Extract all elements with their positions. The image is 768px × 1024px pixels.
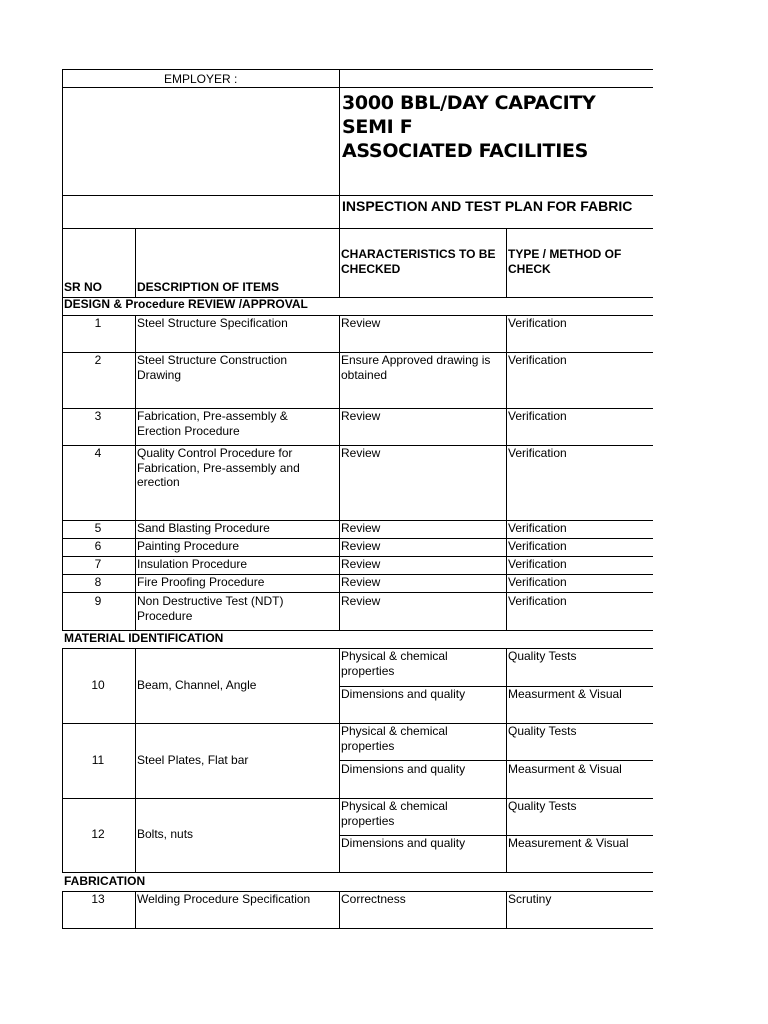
row-characteristics: Correctness bbox=[341, 892, 406, 906]
grid-line bbox=[62, 228, 63, 297]
row-method: Scrutiny bbox=[508, 892, 552, 906]
row-number: 13 bbox=[91, 892, 105, 906]
row-method: Verification bbox=[508, 539, 567, 553]
row-method: Quality Tests bbox=[508, 724, 577, 738]
row-characteristics: Review bbox=[341, 521, 381, 535]
row-method: Quality Tests bbox=[508, 649, 577, 663]
row-characteristics: Review bbox=[341, 316, 381, 330]
row-number: 6 bbox=[94, 539, 102, 553]
header-left-border bbox=[62, 69, 63, 229]
grid-line bbox=[506, 228, 507, 297]
row-description: Welding Procedure Specification bbox=[137, 892, 311, 906]
row-number: 10 bbox=[91, 678, 105, 692]
row-characteristics: Review bbox=[341, 539, 381, 553]
grid-line bbox=[506, 891, 507, 929]
col-header-sr-no: SR NO bbox=[64, 280, 103, 294]
row-characteristics: Review bbox=[341, 409, 381, 423]
grid-line bbox=[506, 315, 507, 631]
row-characteristics: Physical & chemical properties bbox=[341, 649, 448, 678]
row-method: Verification bbox=[508, 316, 567, 330]
grid-line bbox=[339, 315, 340, 631]
row-description: Beam, Channel, Angle bbox=[137, 678, 257, 692]
col-header-description: DESCRIPTION OF ITEMS bbox=[137, 280, 280, 294]
grid-line bbox=[135, 315, 136, 631]
row-number: 1 bbox=[94, 316, 102, 330]
grid-line bbox=[62, 872, 653, 873]
project-title: 3000 BBL/DAY CAPACITY SEMI F ASSOCIATED FACILITIES bbox=[342, 92, 596, 162]
row-method: Verification bbox=[508, 575, 567, 589]
header-top-border bbox=[62, 69, 653, 70]
row-number: 5 bbox=[94, 521, 102, 535]
row-number: 12 bbox=[91, 827, 105, 841]
row-number: 7 bbox=[94, 557, 102, 571]
grid-line bbox=[135, 228, 136, 297]
row-number: 3 bbox=[94, 409, 102, 423]
grid-line bbox=[339, 891, 340, 929]
row-characteristics: Review bbox=[341, 594, 381, 608]
row-method: Measurment & Visual bbox=[508, 762, 622, 776]
row-method: Verification bbox=[508, 521, 567, 535]
row-description: Quality Control Procedure for Fabrication, Pre-assembly and erection bbox=[137, 446, 300, 489]
header-line bbox=[62, 228, 653, 229]
row-description: Painting Procedure bbox=[137, 539, 240, 553]
grid-line bbox=[62, 592, 653, 593]
grid-line bbox=[135, 891, 136, 929]
section-fabrication: FABRICATION bbox=[64, 874, 146, 888]
row-description: Sand Blasting Procedure bbox=[137, 521, 270, 535]
row-characteristics: Dimensions and quality bbox=[341, 836, 466, 850]
row-method: Measurement & Visual bbox=[508, 836, 629, 850]
row-characteristics: Review bbox=[341, 557, 381, 571]
col-header-method: TYPE / METHOD OF CHECK bbox=[508, 247, 622, 276]
grid-line bbox=[339, 228, 340, 297]
employer-label: EMPLOYER : bbox=[164, 72, 238, 86]
grid-line bbox=[506, 648, 507, 873]
row-number: 4 bbox=[94, 446, 102, 460]
row-method: Verification bbox=[508, 353, 567, 367]
row-method: Verification bbox=[508, 557, 567, 571]
row-method: Measurment & Visual bbox=[508, 687, 622, 701]
row-characteristics: Physical & chemical properties bbox=[341, 724, 448, 753]
grid-line bbox=[135, 648, 136, 873]
row-description: Bolts, nuts bbox=[137, 827, 194, 841]
row-number: 8 bbox=[94, 575, 102, 589]
header-divider bbox=[339, 69, 340, 229]
row-description: Insulation Procedure bbox=[137, 557, 248, 571]
grid-line bbox=[62, 928, 653, 929]
row-description: Fabrication, Pre-assembly & Erection Procedure bbox=[137, 409, 288, 438]
row-characteristics: Dimensions and quality bbox=[341, 762, 466, 776]
row-description: Steel Structure Construction Drawing bbox=[137, 353, 288, 382]
header-line bbox=[62, 87, 653, 88]
row-characteristics: Physical & chemical properties bbox=[341, 799, 448, 828]
row-method: Verification bbox=[508, 594, 567, 608]
row-description: Steel Plates, Flat bar bbox=[137, 753, 249, 767]
plan-title: INSPECTION AND TEST PLAN FOR FABRIC bbox=[342, 198, 633, 214]
row-method: Quality Tests bbox=[508, 799, 577, 813]
row-description: Non Destructive Test (NDT) Procedure bbox=[137, 594, 284, 623]
section-material: MATERIAL IDENTIFICATION bbox=[64, 631, 224, 645]
row-method: Verification bbox=[508, 446, 567, 460]
row-characteristics: Review bbox=[341, 446, 381, 460]
row-number: 2 bbox=[94, 353, 102, 367]
grid-line bbox=[339, 648, 340, 873]
row-method: Verification bbox=[508, 409, 567, 423]
row-characteristics: Dimensions and quality bbox=[341, 687, 466, 701]
row-characteristics: Ensure Approved drawing is obtained bbox=[341, 353, 491, 382]
section-design: DESIGN & Procedure REVIEW /APPROVAL bbox=[64, 297, 308, 311]
row-description: Fire Proofing Procedure bbox=[137, 575, 265, 589]
grid-line bbox=[339, 760, 653, 761]
row-characteristics: Review bbox=[341, 575, 381, 589]
col-header-characteristics: CHARACTERISTICS TO BE CHECKED bbox=[341, 247, 496, 276]
row-number: 11 bbox=[91, 753, 105, 767]
header-line bbox=[62, 195, 653, 196]
row-description: Steel Structure Specification bbox=[137, 316, 288, 330]
row-number: 9 bbox=[94, 594, 102, 608]
